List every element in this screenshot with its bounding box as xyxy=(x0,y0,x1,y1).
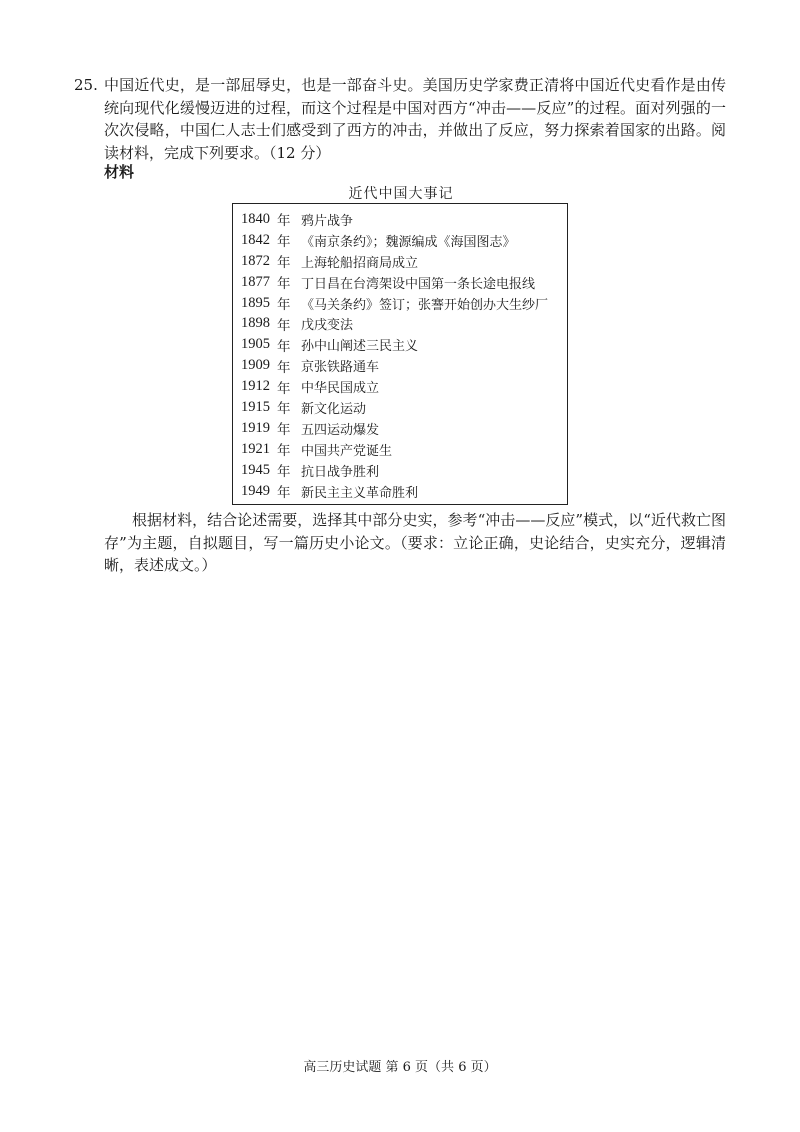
event-row xyxy=(241,439,567,460)
page-footer: 高三历史试题 第 6 页（共 6 页） xyxy=(303,1060,497,1075)
event-year-unit: 年 xyxy=(277,234,291,251)
question-block xyxy=(74,74,726,164)
event-text: 《南京条约》；魏源编成《海国图志》 xyxy=(301,234,516,250)
question-number: 25. xyxy=(74,76,98,94)
event-year: 1898 xyxy=(241,315,270,332)
event-text: 五四运动爆发 xyxy=(301,422,380,438)
event-text: 戊戌变法 xyxy=(301,318,354,334)
event-row xyxy=(241,460,567,481)
event-text: 抗日战争胜利 xyxy=(301,464,380,480)
event-text: 中国共产党诞生 xyxy=(301,443,393,459)
event-row xyxy=(241,230,567,251)
event-year: 1945 xyxy=(241,461,270,478)
event-text: 新文化运动 xyxy=(301,401,367,417)
event-text: 京张铁路通车 xyxy=(301,360,380,376)
event-year: 1949 xyxy=(241,482,270,499)
event-year: 1877 xyxy=(241,273,270,290)
event-year-unit: 年 xyxy=(277,255,291,272)
event-row xyxy=(241,313,567,334)
event-row xyxy=(241,355,567,376)
event-year-unit: 年 xyxy=(277,338,291,355)
event-row xyxy=(241,334,567,355)
event-row xyxy=(241,397,567,418)
event-text: 孙中山阐述三民主义 xyxy=(301,339,419,355)
event-text: 新民主主义革命胜利 xyxy=(301,485,419,501)
event-text: 中华民国成立 xyxy=(301,381,380,397)
chronology-table xyxy=(232,203,568,505)
event-year: 1905 xyxy=(241,336,270,353)
event-year-unit: 年 xyxy=(277,317,291,334)
event-row xyxy=(241,376,567,397)
event-year-unit: 年 xyxy=(277,380,291,397)
material-label: 材料 xyxy=(104,163,135,181)
table-title: 近代中国大事记 xyxy=(348,186,454,202)
event-row xyxy=(241,251,567,272)
event-year-unit: 年 xyxy=(277,422,291,439)
event-year-unit: 年 xyxy=(277,401,291,418)
event-row xyxy=(241,293,567,314)
event-year-unit: 年 xyxy=(277,485,291,502)
event-text: 鸦片战争 xyxy=(301,213,354,229)
event-text: 丁日昌在台湾架设中国第一条长途电报线 xyxy=(301,276,536,292)
event-year: 1919 xyxy=(241,419,270,436)
event-row xyxy=(241,209,567,230)
event-year: 1840 xyxy=(241,210,270,227)
event-year-unit: 年 xyxy=(277,297,291,313)
event-year-unit: 年 xyxy=(277,464,291,481)
event-year-unit: 年 xyxy=(277,443,291,460)
event-text: 《马关条约》签订；张謇开始创办大生纱厂 xyxy=(301,297,549,313)
question-stem: 中国近代史，是一部屈辱史，也是一部奋斗史。美国历史学家费正清将中国近代史看作是由传统向现代化缓慢迈进的过程，而这个过程是中国对西方“冲击——反应”的过程。面对列强的一次次侵略，中国仁人志士们感受到了西方的冲击，并做出了反应，努力探索着国家的出路。阅读材料，完成下列要求。（12 分） xyxy=(104,76,726,162)
event-text: 上海轮船招商局成立 xyxy=(301,255,419,271)
event-year-unit: 年 xyxy=(277,359,291,376)
event-year-unit: 年 xyxy=(277,276,291,293)
event-year: 1915 xyxy=(241,398,270,415)
event-row xyxy=(241,418,567,439)
event-year: 1872 xyxy=(241,252,270,269)
event-row xyxy=(241,481,567,502)
task-instructions: 根据材料，结合论述需要，选择其中部分史实，参考“冲击——反应”模式，以“近代救亡图存”为主题，自拟题目，写一篇历史小论文。（要求：立论正确，史论结合，史实充分，逻辑清晰，表述成文。） xyxy=(104,511,726,574)
event-year: 1909 xyxy=(241,357,270,374)
event-year: 1842 xyxy=(241,231,270,248)
event-year: 1895 xyxy=(241,294,270,311)
event-row xyxy=(241,272,567,293)
event-year-unit: 年 xyxy=(277,213,291,230)
event-year: 1912 xyxy=(241,378,270,395)
event-year: 1921 xyxy=(241,440,270,457)
